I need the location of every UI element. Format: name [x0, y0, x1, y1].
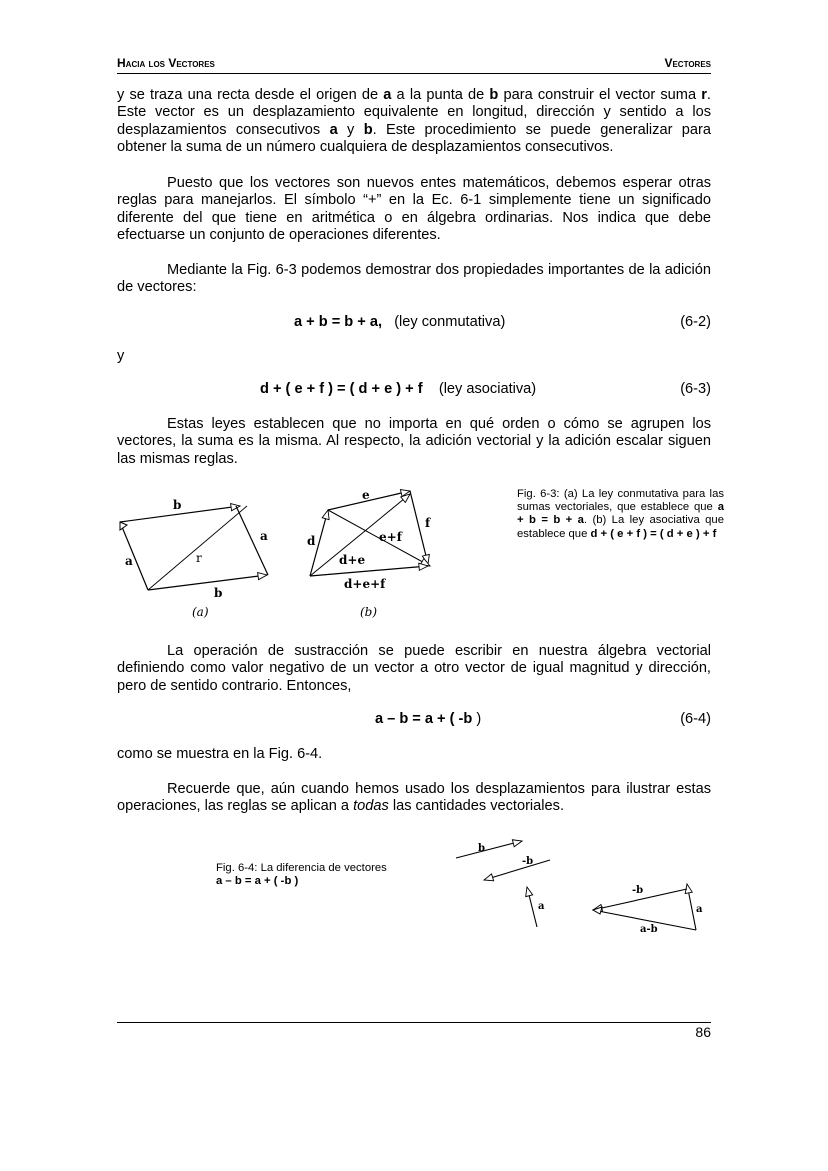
label-e-plus-f: e+f [379, 530, 402, 544]
paragraph-1 [117, 87, 711, 157]
label-f: f [425, 516, 431, 530]
connector-word: y [117, 348, 125, 364]
running-header [117, 53, 711, 74]
figure-6-3 [110, 482, 450, 622]
bold-term: a [329, 121, 338, 138]
paragraph-2: Puesto que los vectores son nuevos entes matemáticos, debemos esperar otras reglas para manejarlos. El símbolo “+” en la Ec. 6-1 simplemente tiene un significado diferente del que tiene en aritmética o en álgebra ordinarias. Nos indica que debe efectuarse un conjunto de operaciones diferentes. [117, 175, 711, 244]
subfigure-label-b: (b) [360, 605, 378, 619]
figure-6-3a [120, 498, 268, 619]
italic-term: todas [353, 798, 389, 815]
paragraph-7 [117, 781, 711, 816]
text: a la punta de [391, 87, 490, 103]
vector-d-plus-e-plus-f [310, 566, 428, 576]
label-d-plus-e-plus-f: d+e+f [344, 577, 386, 591]
bold-term: a [383, 87, 392, 103]
bold-term: r [701, 87, 707, 103]
equation-6-3 [117, 381, 711, 401]
text: Fig. 6-4: La diferencia de vectores [216, 862, 387, 874]
label-triangle-neg-b: -b [632, 885, 644, 896]
text: y [337, 121, 364, 138]
label-b-top: b [173, 498, 182, 512]
text: las cantidades vectoriales. [388, 798, 564, 815]
label-a-left: a [125, 554, 133, 568]
footer-rule [117, 1022, 711, 1023]
figure-6-3-caption [517, 488, 724, 541]
arrowhead-icon [593, 907, 602, 914]
equation-expression: a + b = b + a, [294, 314, 383, 330]
paragraph-4: Estas leyes establecen que no importa en qué orden o cómo se agrupen los vectores, la suma es la misma. Al respecto, la adición vectorial y la adición escalar siguen las mismas reglas. [117, 416, 711, 467]
equation-6-2 [117, 314, 711, 334]
label-e: e [362, 488, 370, 502]
vector-b-bottom [148, 575, 267, 590]
text: para construir el vector suma [498, 87, 702, 103]
bold-term: a + b = b + a [517, 501, 724, 527]
page-number: 86 [695, 1024, 711, 1040]
equation-expression: a – b = a + ( -b [375, 711, 473, 727]
label-a: a [538, 901, 545, 912]
label-b-bottom: b [214, 586, 223, 600]
equation-close: ) [472, 711, 482, 727]
figure-6-3b [307, 488, 431, 619]
vector-b [456, 841, 522, 858]
bold-term: d + ( e + f ) = ( d + e ) + f [590, 527, 717, 540]
equation-expression: d + ( e + f ) = ( d + e ) + f [260, 381, 423, 397]
paragraph-6: como se muestra en la Fig. 6-4. [117, 746, 323, 762]
bold-term: a – b = a + ( -b ) [216, 875, 299, 888]
equation-number: (6-3) [680, 381, 711, 397]
triangle-vector-a [687, 884, 696, 930]
subfigure-label-a: (a) [192, 605, 209, 619]
label-r: r [196, 551, 202, 565]
equation-note: (ley conmutativa) [394, 314, 506, 330]
label-d-plus-e: d+e [339, 553, 366, 567]
arrowhead-icon [120, 522, 127, 530]
figure-6-4-caption [216, 862, 391, 888]
text: Recuerde que, aún cuando hemos usado los desplazamientos para ilustrar estas operaciones, las reglas se aplican a [117, 781, 711, 815]
text: . Este vector es un desplazamiento equivalente en longitud, dirección y sentido a los desplazamientos consecutivos [117, 87, 711, 138]
header-left: Hacia los Vectores [117, 56, 215, 70]
equation-number: (6-2) [680, 314, 711, 330]
label-a-minus-b: a-b [640, 924, 658, 935]
bold-term: b [363, 121, 373, 138]
paragraph-3: Mediante la Fig. 6-3 podemos demostrar dos propiedades importantes de la adición de vectores: [117, 262, 711, 296]
equation-number: (6-4) [680, 711, 711, 727]
label-neg-b: -b [522, 856, 534, 867]
paragraph-5: La operación de sustracción se puede escribir en nuestra álgebra vectorial definiendo como valor negativo de un vector a otro vector de igual magnitud y dirección, pero de sentido contrario. Entonces, [117, 643, 711, 694]
vector-a [527, 887, 537, 927]
equation-note: (ley asociativa) [438, 381, 537, 397]
text: y se traza una recta desde el origen de [117, 87, 384, 103]
header-right: Vectores [664, 56, 711, 70]
label-a-right: a [260, 529, 268, 543]
text: . (b) La ley asociativa que establece que [517, 514, 724, 540]
bold-term: b [489, 87, 499, 103]
label-b: b [478, 843, 485, 854]
equation-6-4 [117, 711, 711, 731]
label-d: d [307, 534, 316, 548]
vector-r-diagonal [148, 506, 247, 590]
vector-neg-b [484, 860, 550, 880]
figure-6-4 [450, 834, 720, 944]
label-triangle-a: a [696, 904, 703, 915]
text: Fig. 6-3: (a) La ley conmutativa para las sumas vectoriales, que establece que [517, 488, 724, 514]
text: . Este procedimiento se puede generalizar para obtener la suma de un número cualquiera de desplazamientos consecutivos. [117, 121, 711, 156]
